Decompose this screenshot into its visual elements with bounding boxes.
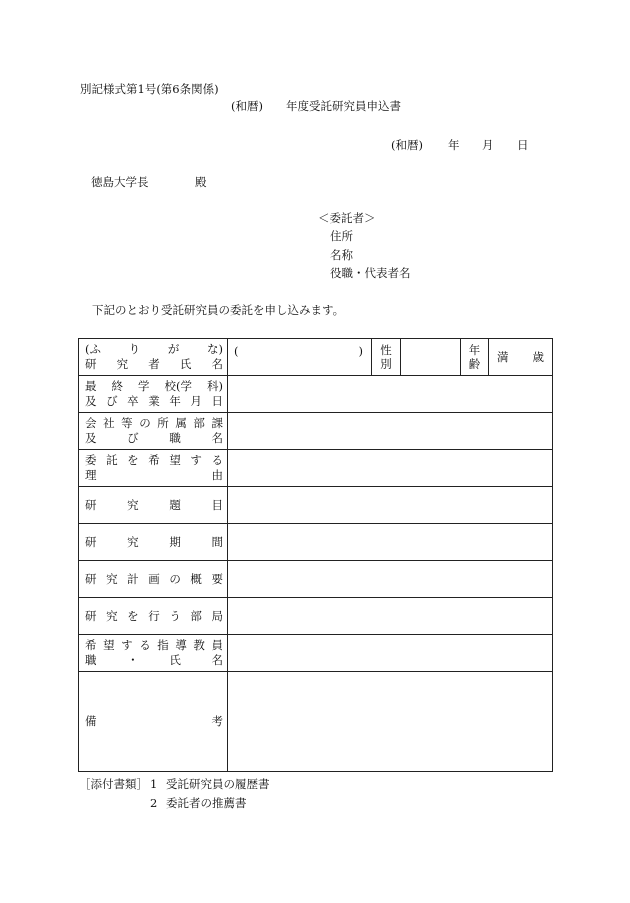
table-row: [79, 635, 553, 672]
age-unit: 歳: [532, 350, 544, 364]
sex-field[interactable]: [401, 339, 461, 376]
table-row: [79, 450, 553, 487]
row-label-research-period: 研 究 期 間: [79, 524, 228, 561]
row-label-researcher-name: [79, 339, 228, 376]
supervisor-field[interactable]: [228, 635, 553, 672]
affiliation-field[interactable]: [228, 413, 553, 450]
consignor-address-label: 住所: [330, 229, 353, 243]
page-title: 年度受託研究員申込書: [286, 99, 401, 113]
row-label-reason: 委 託 を 希 望 す る 理 由: [79, 450, 228, 487]
table-row: [79, 672, 553, 772]
row-label-department: 研 究 を 行 う 部 局: [79, 598, 228, 635]
table-row: [79, 339, 553, 376]
remarks-field[interactable]: [228, 672, 553, 772]
intro-text: 下記のとおり受託研究員の委託を申し込みます。: [92, 303, 345, 317]
table-row: [79, 524, 553, 561]
addressee-honorific: 殿: [195, 175, 207, 189]
attachment-2: 委託者の推薦書: [166, 796, 247, 810]
form-number: 別記様式第1号(第6条関係): [80, 82, 219, 96]
label-line1: (ふ り が な): [85, 342, 223, 356]
row-label-research-plan: 研 究 計 画 の 概 要: [79, 561, 228, 598]
row-label-affiliation: 会 社 等 の 所 属 部 課 及 び 職 名: [79, 413, 228, 450]
sex-label: 性 別: [372, 339, 401, 376]
paren-close: ): [358, 344, 363, 358]
table-row: [79, 413, 553, 450]
furigana-name-field[interactable]: [228, 339, 372, 376]
research-period-field[interactable]: [228, 524, 553, 561]
era-title: (和暦): [231, 99, 263, 113]
education-field[interactable]: [228, 376, 553, 413]
age-label: 年 齢: [461, 339, 489, 376]
label-line2: 研 究 者 氏 名: [85, 357, 223, 371]
consignor-title-label: 役職・代表者名: [330, 266, 411, 280]
row-label-remarks: 備 考: [79, 672, 228, 772]
table-row: [79, 376, 553, 413]
row-label-supervisor: 希 望 す る 指 導 教 員 職 ・ 氏 名: [79, 635, 228, 672]
attachment-2-number: 2: [150, 796, 158, 810]
attachment-1-number: 1: [150, 777, 158, 791]
age-prefix: 満: [497, 350, 509, 364]
row-label-education: 最 終 学 校(学 科) 及 び 卒 業 年 月 日: [79, 376, 228, 413]
department-field[interactable]: [228, 598, 553, 635]
table-row: [79, 561, 553, 598]
addressee-name: 徳島大学長: [91, 175, 149, 189]
consignor-heading: ＜委託者＞: [318, 211, 376, 225]
row-label-research-title: 研 究 題 目: [79, 487, 228, 524]
application-table: [78, 338, 553, 772]
consignor-name-label: 名称: [330, 248, 353, 262]
age-field[interactable]: [489, 339, 553, 376]
table-row: [79, 598, 553, 635]
attachments-label: ［添付書類］: [79, 777, 148, 791]
date-era: (和暦): [391, 138, 423, 152]
attachment-1: 受託研究員の履歴書: [166, 777, 270, 791]
date-year: 年: [448, 138, 460, 152]
date-month: 月: [482, 138, 494, 152]
date-day: 日: [517, 138, 529, 152]
research-title-field[interactable]: [228, 487, 553, 524]
research-plan-field[interactable]: [228, 561, 553, 598]
reason-field[interactable]: [228, 450, 553, 487]
paren-open: (: [234, 344, 239, 358]
table-row: [79, 487, 553, 524]
